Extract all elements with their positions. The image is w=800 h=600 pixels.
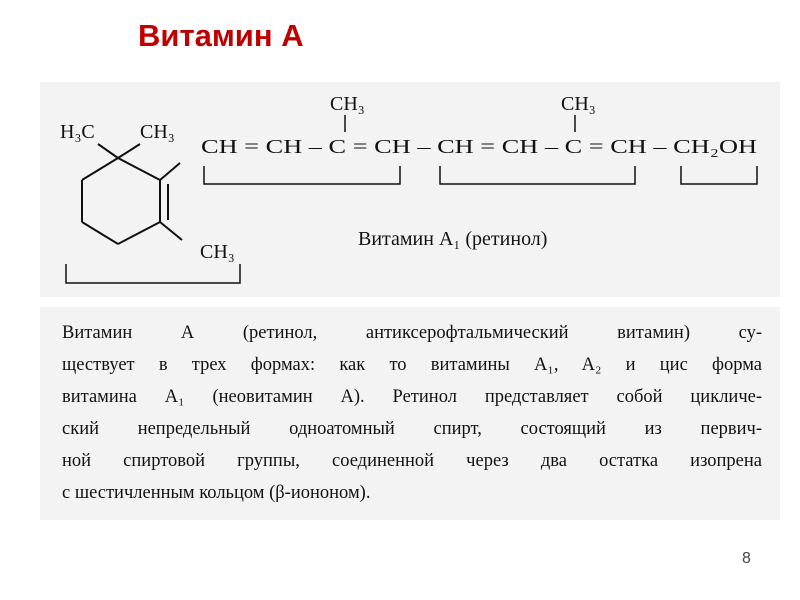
paragraph-line: ной спиртовой группы, соединенной через два остатка изопрена (62, 451, 762, 471)
formula-caption: Витамин A₁ (ретинол) (358, 228, 548, 250)
description-paragraph (62, 317, 762, 509)
isoprene-brackets (204, 166, 757, 184)
chain-methyl-2: CH₃ (561, 93, 596, 115)
paragraph-line: ский непредельный одноатомный спирт, состоящий из первич- (62, 419, 762, 439)
polyene-chain: CH = CH – C = CH – CH = CH – C = CH – CH₂OH (201, 136, 757, 158)
chain-methyl-1: CH₃ (330, 93, 365, 115)
ring-methyl-right: CH₃ (140, 121, 175, 143)
paragraph-line: ществует в трех формах: как то витамины A₁, A₂ и цис форма (62, 355, 762, 375)
page-number: 8 (742, 550, 751, 567)
ring-methyl-left: H₃C (60, 121, 95, 143)
slide-title: Витамин А (138, 18, 304, 53)
ring-methyl-bottom: CH₃ (200, 241, 235, 263)
paragraph-line: витамина A₁ (неовитамин А). Ретинол представляет собой цикличе- (62, 387, 762, 407)
cyclohexene-ring (82, 144, 182, 244)
paragraph-line: с шестичленным кольцом (β-иононом). (62, 483, 371, 503)
ring-bracket (66, 264, 240, 283)
paragraph-line: Витамин А (ретинол, антиксерофтальмический витамин) су- (62, 323, 762, 343)
